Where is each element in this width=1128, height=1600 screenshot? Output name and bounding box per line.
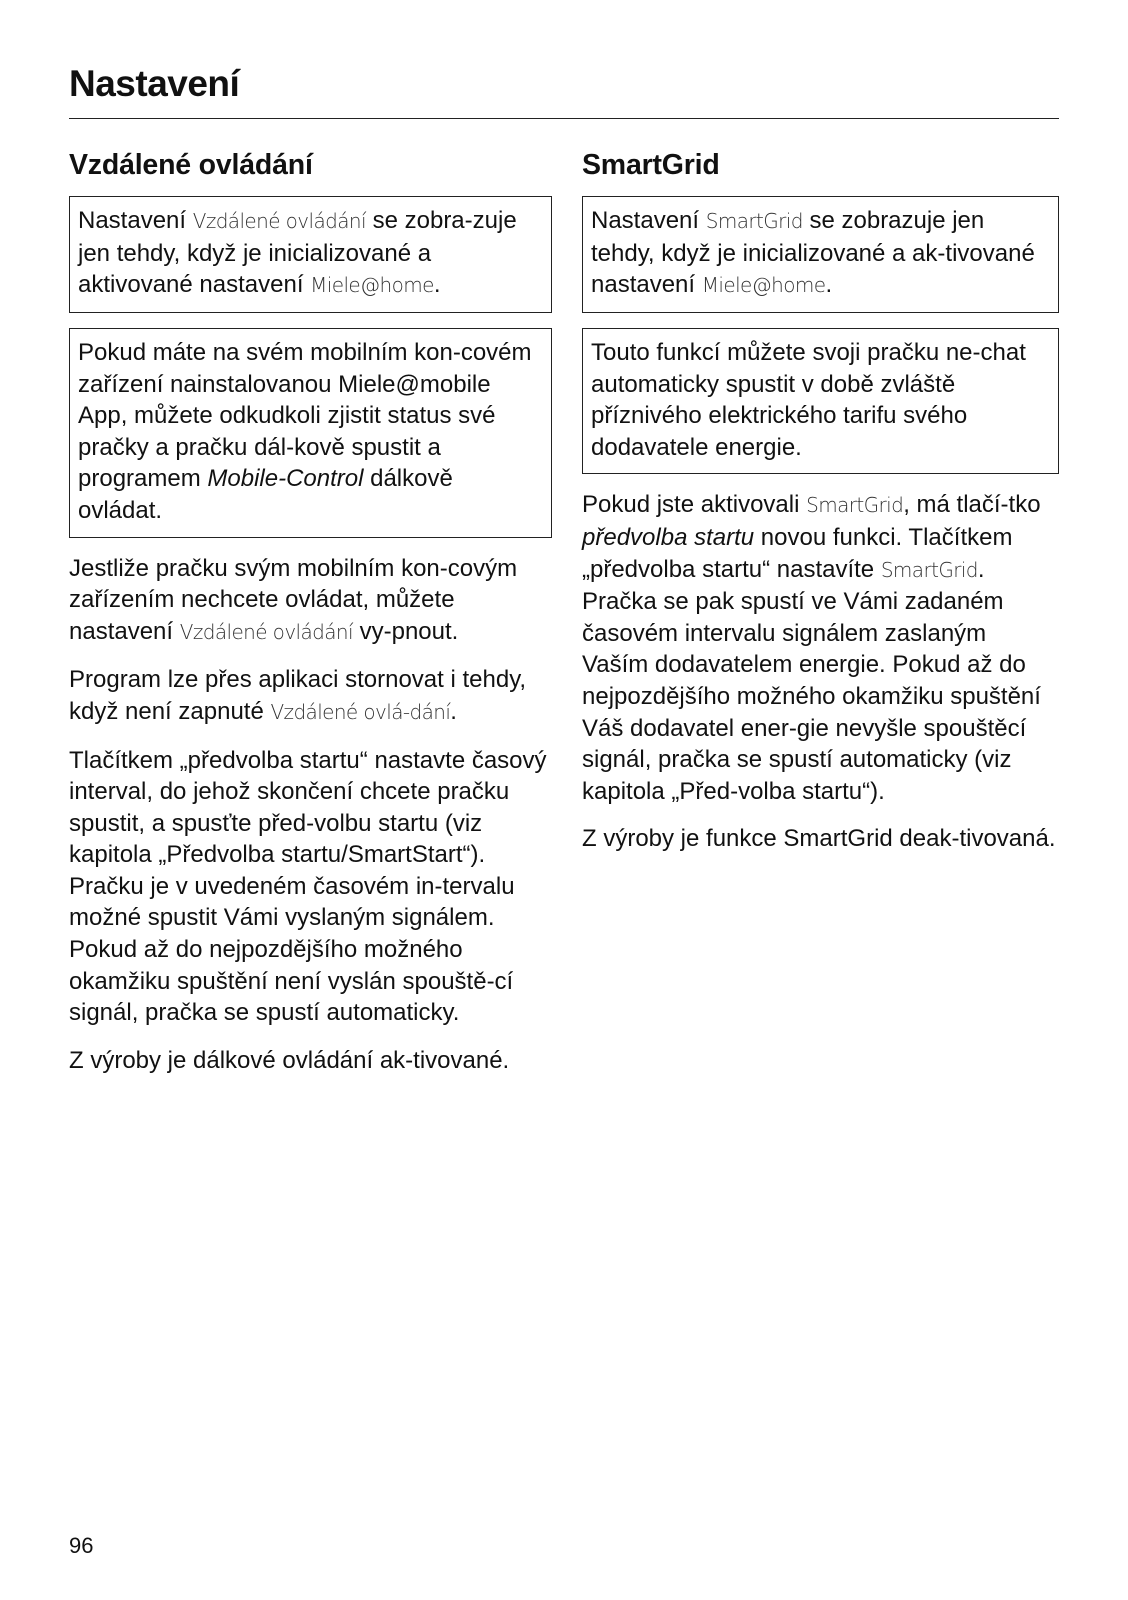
text-run: , má tlačí-tko <box>903 491 1041 519</box>
info-box-smartgrid-function: Touto funkcí můžete svoji pračku ne-chat automaticky spustit v době zvláště příznivého elektrického tarifu svého dodavatele energie. <box>582 328 1059 474</box>
italic-mobile-control: Mobile-Control <box>207 465 364 493</box>
text-run: se zobrazuje jen tehdy, když je inicializované a ak-tivované nastavení <box>591 207 1035 299</box>
display-text-smartgrid: SmartGrid <box>806 493 904 518</box>
text-run: Pokud jste aktivovali <box>582 491 807 519</box>
display-text-remote-control: Vzdálené ovládání <box>179 619 353 644</box>
display-text-miele-home: Miele@home <box>701 273 826 298</box>
text-run: dálkově ovládat. <box>78 465 453 524</box>
paragraph-factory-default: Z výroby je dálkové ovládání ak-tivované. <box>69 1046 510 1074</box>
text-run: . <box>433 271 441 299</box>
text-run: . <box>450 697 457 725</box>
paragraph-start-delay: Tlačítkem „předvolba startu“ nastavte časový interval, do jehož skončení chcete pračku spustit, a spusťte před-volbu startu (viz kapitola „Předvolba startu/SmartStart“). <box>69 746 547 869</box>
text-run: Nastavení <box>591 207 706 235</box>
info-box-mobile-app <box>69 328 552 538</box>
page-number: 96 <box>69 1533 94 1558</box>
display-text-smartgrid: SmartGrid <box>705 209 803 234</box>
text-run: se zobra-zuje jen tehdy, když je inicializované a aktivované nastavení <box>78 207 517 299</box>
display-text-smartgrid: SmartGrid <box>880 557 978 582</box>
paragraph-cancel-program <box>69 664 552 728</box>
page-title: Nastavení <box>69 63 240 104</box>
paragraph-signal-start: Pračku je v uvedeném časovém in-tervalu možné spustit Vámi vyslaným signálem. <box>69 872 515 932</box>
text-run: vy-pnout. <box>352 617 459 645</box>
paragraph-auto-start: Pokud až do nejpozdějšího možného okamžiku spuštění není vyslán spouště-cí signál, pračka se spustí automaticky. <box>69 936 514 1027</box>
text-run: novou funkci. Tlačítkem „předvolba startu“ nastavíte <box>582 523 1013 583</box>
display-text-miele-home: Miele@home <box>310 273 434 298</box>
right-column <box>582 148 1059 871</box>
italic-start-delay: předvolba startu <box>582 523 755 551</box>
text-run: Program lze přes aplikaci stornovat i tehdy, když není zapnuté <box>69 666 527 725</box>
text-run: Jestliže pračku svým mobilním kon-covým zařízením nechcete ovládat, můžete nastavení <box>69 554 518 645</box>
text-run: Nastavení <box>78 207 193 235</box>
left-column <box>69 148 552 1092</box>
text-run: . <box>825 271 833 299</box>
display-text-remote-control: Vzdálené ovládání <box>192 209 366 234</box>
section-title-remote-control: Vzdálené ovládání <box>69 149 313 181</box>
info-box-smartgrid-availability <box>582 196 1059 313</box>
paragraph-disable-remote <box>69 553 552 649</box>
paragraph-smartgrid-activation <box>582 489 1059 807</box>
info-box-remote-control-availability <box>69 196 552 313</box>
display-text-remote-control: Vzdálené ovlá-dání <box>270 699 451 724</box>
text-run: Pokud máte na svém mobilním kon-covém zařízení nainstalovanou Miele@mobile App, můžete odkudkoli zjistit status své pračky a pračku dál-kově spustit a programem <box>78 338 532 493</box>
text-run: . Pračka se pak spustí ve Vámi zadaném časovém intervalu signálem zaslaným Vaším dodavatelem energie. Pokud až do nejpozdějšího možného okamžiku spuštění Váš dodavatel ener-gie nevyšle spouštěcí signál, pračka se spustí automaticky (viz kapitola „Před-volba startu“). <box>582 555 1041 805</box>
title-divider <box>69 118 1059 119</box>
paragraph-smartgrid-default: Z výroby je funkce SmartGrid deak-tivovaná. <box>582 825 1056 853</box>
section-title-smartgrid: SmartGrid <box>582 149 720 181</box>
